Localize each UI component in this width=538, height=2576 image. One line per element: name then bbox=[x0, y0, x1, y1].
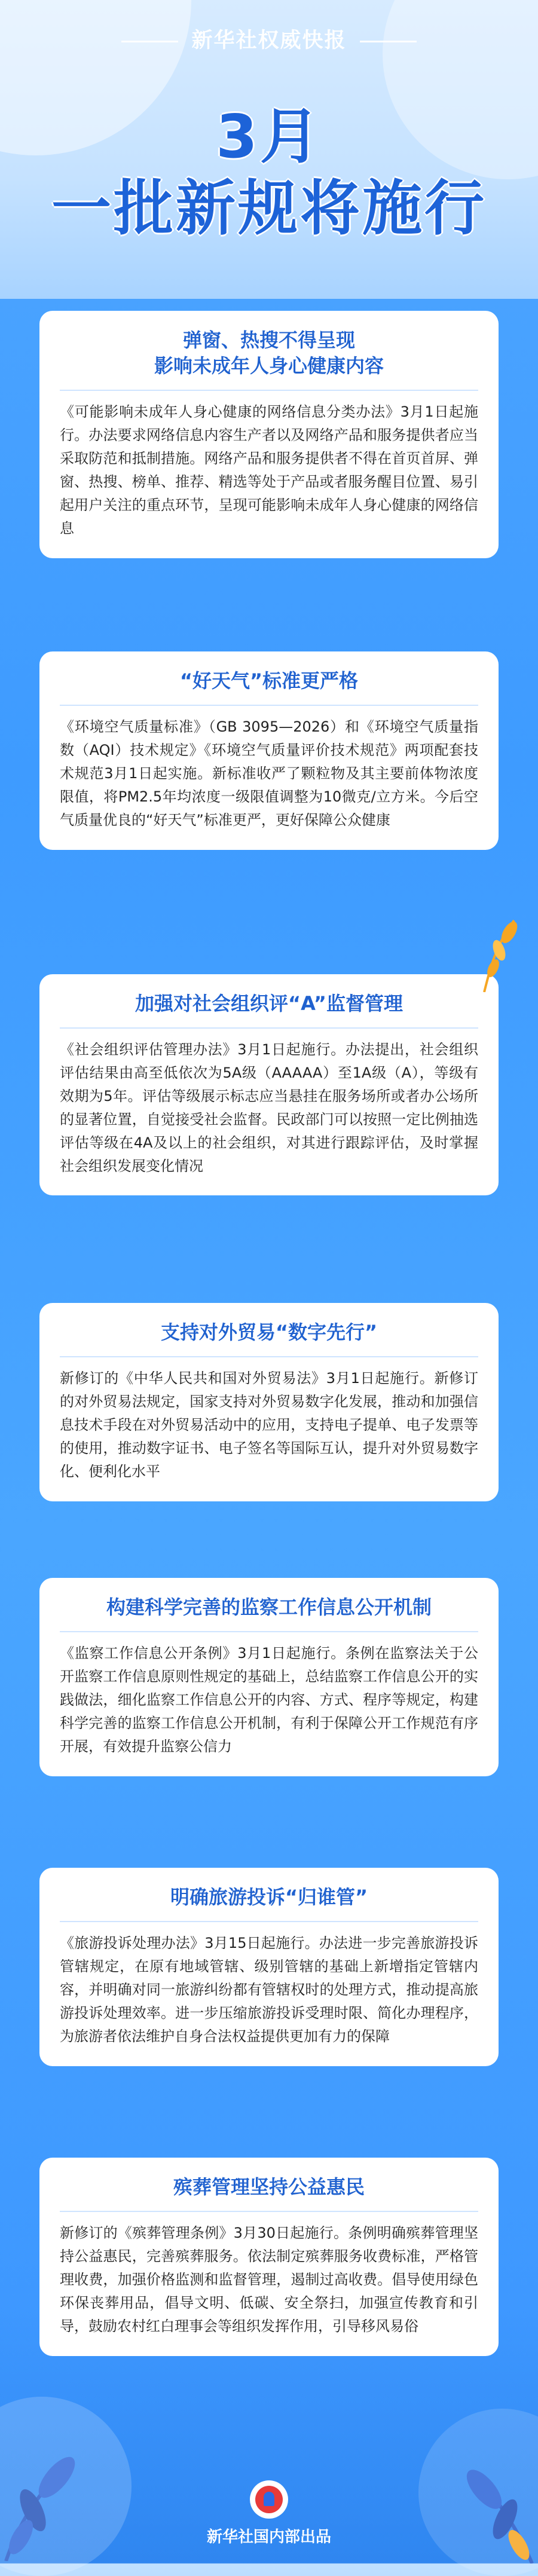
card-4 bbox=[39, 1303, 499, 1501]
xinhua-logo-mark bbox=[255, 2486, 283, 2513]
card-divider bbox=[60, 1631, 478, 1632]
kicker-text: 新华社权威快报 bbox=[191, 29, 347, 53]
card-body: 《旅游投诉处理办法》3月15日起施行。办法进一步完善旅游投诉管辖规定，在原有地域管辖、级别管辖的基础上新增指定管辖内容，并明确对同一旅游纠纷都有管辖权时的处理方式，推动提高旅游投诉处理效率。进一步压缩旅游投诉受理时限、简化办理程序，为旅游者依法维护自身合法权益提供更加有力的保障 bbox=[60, 1935, 478, 2045]
card-3 bbox=[39, 974, 499, 1195]
card-6 bbox=[39, 1868, 499, 2066]
card-7 bbox=[39, 2158, 499, 2356]
card-divider bbox=[60, 2211, 478, 2212]
card-divider bbox=[60, 1356, 478, 1357]
card-1 bbox=[39, 311, 499, 558]
card-body: 新修订的《中华人民共和国对外贸易法》3月1日起施行。新修订的对外贸易法规定，国家支持对外贸易数字化发展，推动和加强信息技术手段在对外贸易活动中的应用，支持电子提单、电子发票等的使用，推动数字证书、电子签名等国际互认，提升对外贸易数字化、便利化水平 bbox=[60, 1370, 478, 1480]
footer-decoration bbox=[0, 2397, 132, 2576]
card-body: 《环境空气质量标准》（GB 3095—2026）和《环境空气质量指数（AQI）技术规定》《环境空气质量评价技术规范》两项配套技术规范3月1日起实施。新标准收严了颗粒物及其主要前体物浓度限值，将PM2.5年均浓度一级限值调整为10微克/立方米。今后空气质量优良的“好天气”标准更严，更好保障公众健康 bbox=[60, 718, 478, 828]
kicker-line-left bbox=[121, 41, 178, 42]
footer-credit: 新华社国内部出品 bbox=[206, 2528, 331, 2546]
footer-decoration bbox=[418, 2409, 538, 2576]
card-divider bbox=[60, 1921, 478, 1922]
card-title: 构建科学完善的监察工作信息公开机制 bbox=[106, 1596, 432, 1619]
card-title: 弹窗、热搜不得呈现 影响未成年人身心健康内容 bbox=[154, 329, 384, 378]
card-divider bbox=[60, 1027, 478, 1029]
page-title-line-1: 3月 bbox=[216, 102, 322, 172]
footer bbox=[0, 2433, 538, 2563]
leaf-decoration-icon bbox=[472, 908, 526, 992]
card-divider bbox=[60, 705, 478, 706]
card-title: “好天气”标准更严格 bbox=[179, 669, 359, 692]
header bbox=[0, 0, 538, 299]
card-body: 《监察工作信息公开条例》3月1日起施行。条例在监察法关于公开监察工作信息原则性规定的基础上，总结监察工作信息公开的实践做法，细化监察工作信息公开的内容、方式、程序等规定，构建科学完善的监察工作信息公开机制，有利于保障公开工作规范有序开展，有效提升监察公信力 bbox=[60, 1645, 478, 1755]
xinhua-logo-icon bbox=[250, 2480, 288, 2519]
page-title-line-2: 一批新规将施行 bbox=[51, 173, 487, 243]
card-body: 新修订的《殡葬管理条例》3月30日起施行。条例明确殡葬管理坚持公益惠民，完善殡葬服务。依法制定殡葬服务收费标准，严格管理收费，加强价格监测和监督管理，遏制过高收费。倡导使用绿色环保丧葬用品，倡导文明、低碳、安全祭扫，加强宣传教育和引导，鼓励农村红白理事会等组织发挥作用，引导移风易俗 bbox=[60, 2225, 478, 2335]
card-title: 加强对社会组织评“A”监督管理 bbox=[135, 992, 403, 1015]
card-title: 殡葬管理坚持公益惠民 bbox=[173, 2176, 365, 2198]
card-body: 《可能影响未成年人身心健康的网络信息分类办法》3月1日起施行。办法要求网络信息内容生产者以及网络产品和服务提供者应当采取防范和抵制措施。网络产品和服务提供者不得在首页首屏、弹窗、热搜、榜单、推荐、精选等处于产品或者服务醒目位置、易引起用户关注的重点环节，呈现可能影响未成年人身心健康的网络信息 bbox=[60, 403, 478, 537]
card-title: 支持对外贸易“数字先行” bbox=[160, 1321, 378, 1344]
kicker-line-right bbox=[360, 41, 417, 42]
card-title: 明确旅游投诉“归谁管” bbox=[170, 1886, 368, 1908]
card-5 bbox=[39, 1578, 499, 1776]
kicker bbox=[0, 24, 538, 54]
card-body: 《社会组织评估管理办法》3月1日起施行。办法提出，社会组织评估结果由高至低依次为5A级（AAAAA）至1A级（A），等级有效期为5年。评估等级展示标志应当悬挂在服务场所或者办公场所的显著位置，自觉接受社会监督。民政部门可以按照一定比例抽选评估等级在4A及以上的社会组织，对其进行跟踪评估，及时掌握社会组织发展变化情况 bbox=[60, 1041, 478, 1174]
card-2 bbox=[39, 651, 499, 850]
card-divider bbox=[60, 390, 478, 391]
